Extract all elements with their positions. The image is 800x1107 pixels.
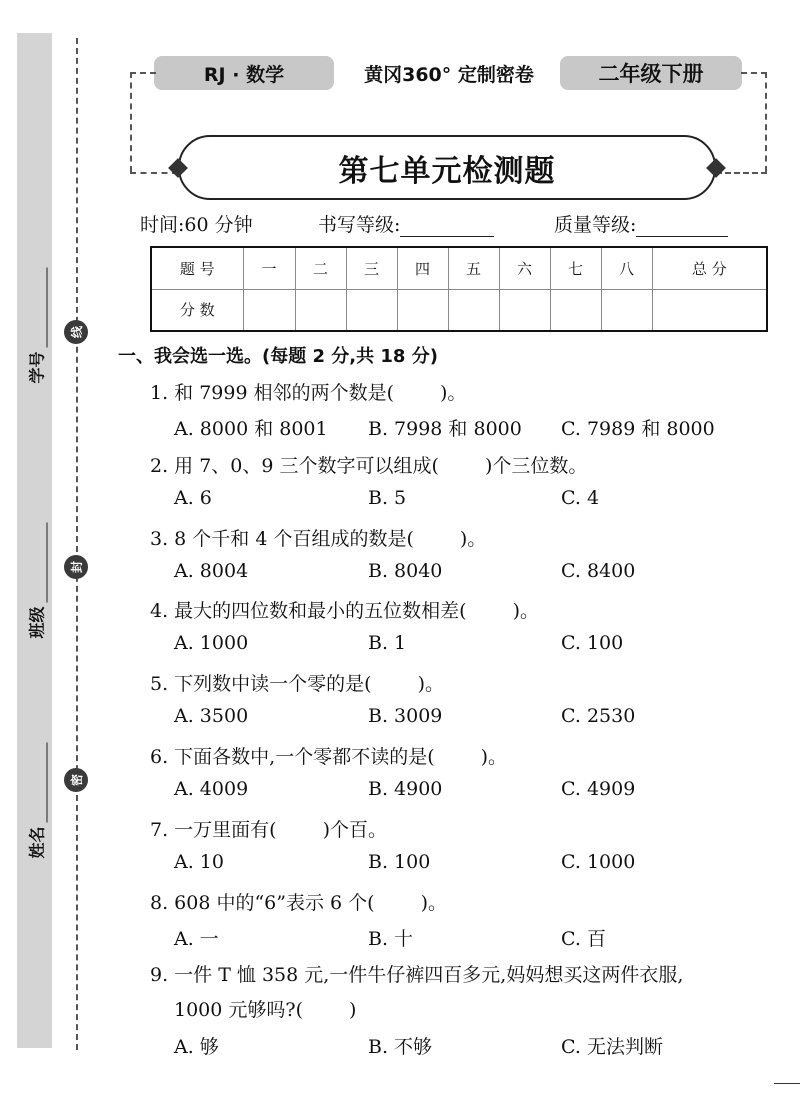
writing-grade-label: 书写等级: (318, 214, 401, 236)
option-b[interactable]: B. 5 (368, 487, 407, 509)
option-c[interactable]: C. 无法判断 (561, 1036, 663, 1058)
question-2: 2. 用 7、0、9 三个数字可以组成( )个三位数。 (150, 455, 588, 477)
seal-secret: 密 (64, 768, 88, 792)
left-bracket (130, 72, 156, 172)
cut-line (76, 38, 78, 1050)
question-5: 5. 下列数中读一个零的是( )。 (150, 673, 445, 695)
score-header-cell: 二 (295, 247, 346, 289)
option-a[interactable]: A. 8004 (174, 560, 249, 582)
score-table (150, 246, 768, 332)
option-b[interactable]: B. 7998 和 8000 (368, 418, 522, 440)
question-9: 9. 一件 T 恤 358 元,一件牛仔裤四百多元,妈妈想买这两件衣服, (150, 964, 684, 986)
option-b[interactable]: B. 4900 (368, 778, 443, 800)
option-a[interactable]: A. 4009 (174, 778, 249, 800)
option-a[interactable]: A. 10 (174, 851, 224, 873)
score-input-cell[interactable] (601, 289, 652, 331)
score-value-row (151, 289, 767, 331)
option-a[interactable]: A. 够 (174, 1036, 219, 1058)
score-input-cell[interactable] (448, 289, 499, 331)
score-row-label: 分 数 (151, 289, 243, 331)
option-b[interactable]: B. 8040 (368, 560, 443, 582)
score-input-cell[interactable] (652, 289, 767, 331)
question-4: 4. 最大的四位数和最小的五位数相差( )。 (150, 600, 540, 622)
time-label: 时间:60 分钟 (140, 214, 253, 236)
quality-grade-field[interactable] (554, 210, 728, 237)
option-a[interactable]: A. 6 (174, 487, 212, 509)
option-c[interactable]: C. 2530 (561, 705, 636, 727)
option-c[interactable]: C. 8400 (561, 560, 636, 582)
option-b[interactable]: B. 不够 (368, 1036, 433, 1058)
page-title: 第七单元检测题 (338, 153, 556, 189)
option-a[interactable]: A. 一 (174, 928, 219, 950)
option-c[interactable]: C. 4909 (561, 778, 636, 800)
option-c[interactable]: C. 4 (561, 487, 600, 509)
option-b[interactable]: B. 1 (368, 632, 407, 654)
option-a[interactable]: A. 8000 和 8001 (174, 418, 328, 440)
quality-grade-label: 质量等级: (554, 214, 637, 236)
exam-meta (140, 210, 750, 238)
question-9-line2: 1000 元够吗?( ) (174, 999, 357, 1021)
question-7: 7. 一万里面有( )个百。 (150, 819, 388, 841)
score-header-cell: 八 (601, 247, 652, 289)
name-label: 姓名 (27, 825, 47, 859)
right-bracket (741, 72, 767, 172)
score-input-cell[interactable] (346, 289, 397, 331)
class-label: 班级 (27, 605, 47, 639)
score-input-cell[interactable] (499, 289, 550, 331)
student-id-label: 学号 (27, 350, 47, 384)
option-c[interactable]: C. 100 (561, 632, 624, 654)
option-a[interactable]: A. 1000 (174, 632, 249, 654)
score-header-cell: 七 (550, 247, 601, 289)
header (154, 56, 742, 90)
student-id-field[interactable] (22, 225, 50, 425)
seal-line: 线 (64, 320, 88, 344)
option-c[interactable]: C. 1000 (561, 851, 636, 873)
writing-grade-field[interactable] (318, 210, 494, 237)
question-1: 1. 和 7999 相邻的两个数是( )。 (150, 382, 467, 404)
name-field[interactable] (22, 700, 50, 900)
score-input-cell[interactable] (243, 289, 295, 331)
page-edge-mark (774, 1083, 800, 1084)
score-header-cell: 四 (397, 247, 448, 289)
section-heading: 一、我会选一选。(每题 2 分,共 18 分) (118, 346, 438, 367)
option-b[interactable]: B. 十 (368, 928, 414, 950)
score-header-cell: 六 (499, 247, 550, 289)
score-input-cell[interactable] (397, 289, 448, 331)
score-input-cell[interactable] (295, 289, 346, 331)
title-frame (178, 135, 716, 200)
option-c[interactable]: C. 7989 和 8000 (561, 418, 715, 440)
left-bracket-bottom (130, 172, 178, 174)
score-header-cell: 五 (448, 247, 499, 289)
score-header-row (151, 247, 767, 289)
seal-seal: 封 (64, 555, 88, 579)
question-3: 3. 8 个千和 4 个百组成的数是( )。 (150, 528, 487, 550)
score-header-cell: 总 分 (652, 247, 767, 289)
question-8: 8. 608 中的“6”表示 6 个( )。 (150, 892, 447, 914)
option-b[interactable]: B. 100 (368, 851, 431, 873)
option-a[interactable]: A. 3500 (174, 705, 249, 727)
subject-pill: RJ · 数学 (154, 56, 334, 90)
option-c[interactable]: C. 百 (561, 928, 606, 950)
score-header-cell: 一 (243, 247, 295, 289)
score-header-cell: 三 (346, 247, 397, 289)
brand-label: 黄冈360° 定制密卷 (364, 63, 534, 86)
score-input-cell[interactable] (550, 289, 601, 331)
score-header-cell: 题 号 (151, 247, 243, 289)
right-bracket-bottom (716, 172, 767, 174)
grade-pill: 二年级下册 (560, 56, 742, 90)
class-field[interactable] (22, 480, 50, 680)
question-6: 6. 下面各数中,一个零都不读的是( )。 (150, 746, 508, 768)
option-b[interactable]: B. 3009 (368, 705, 443, 727)
